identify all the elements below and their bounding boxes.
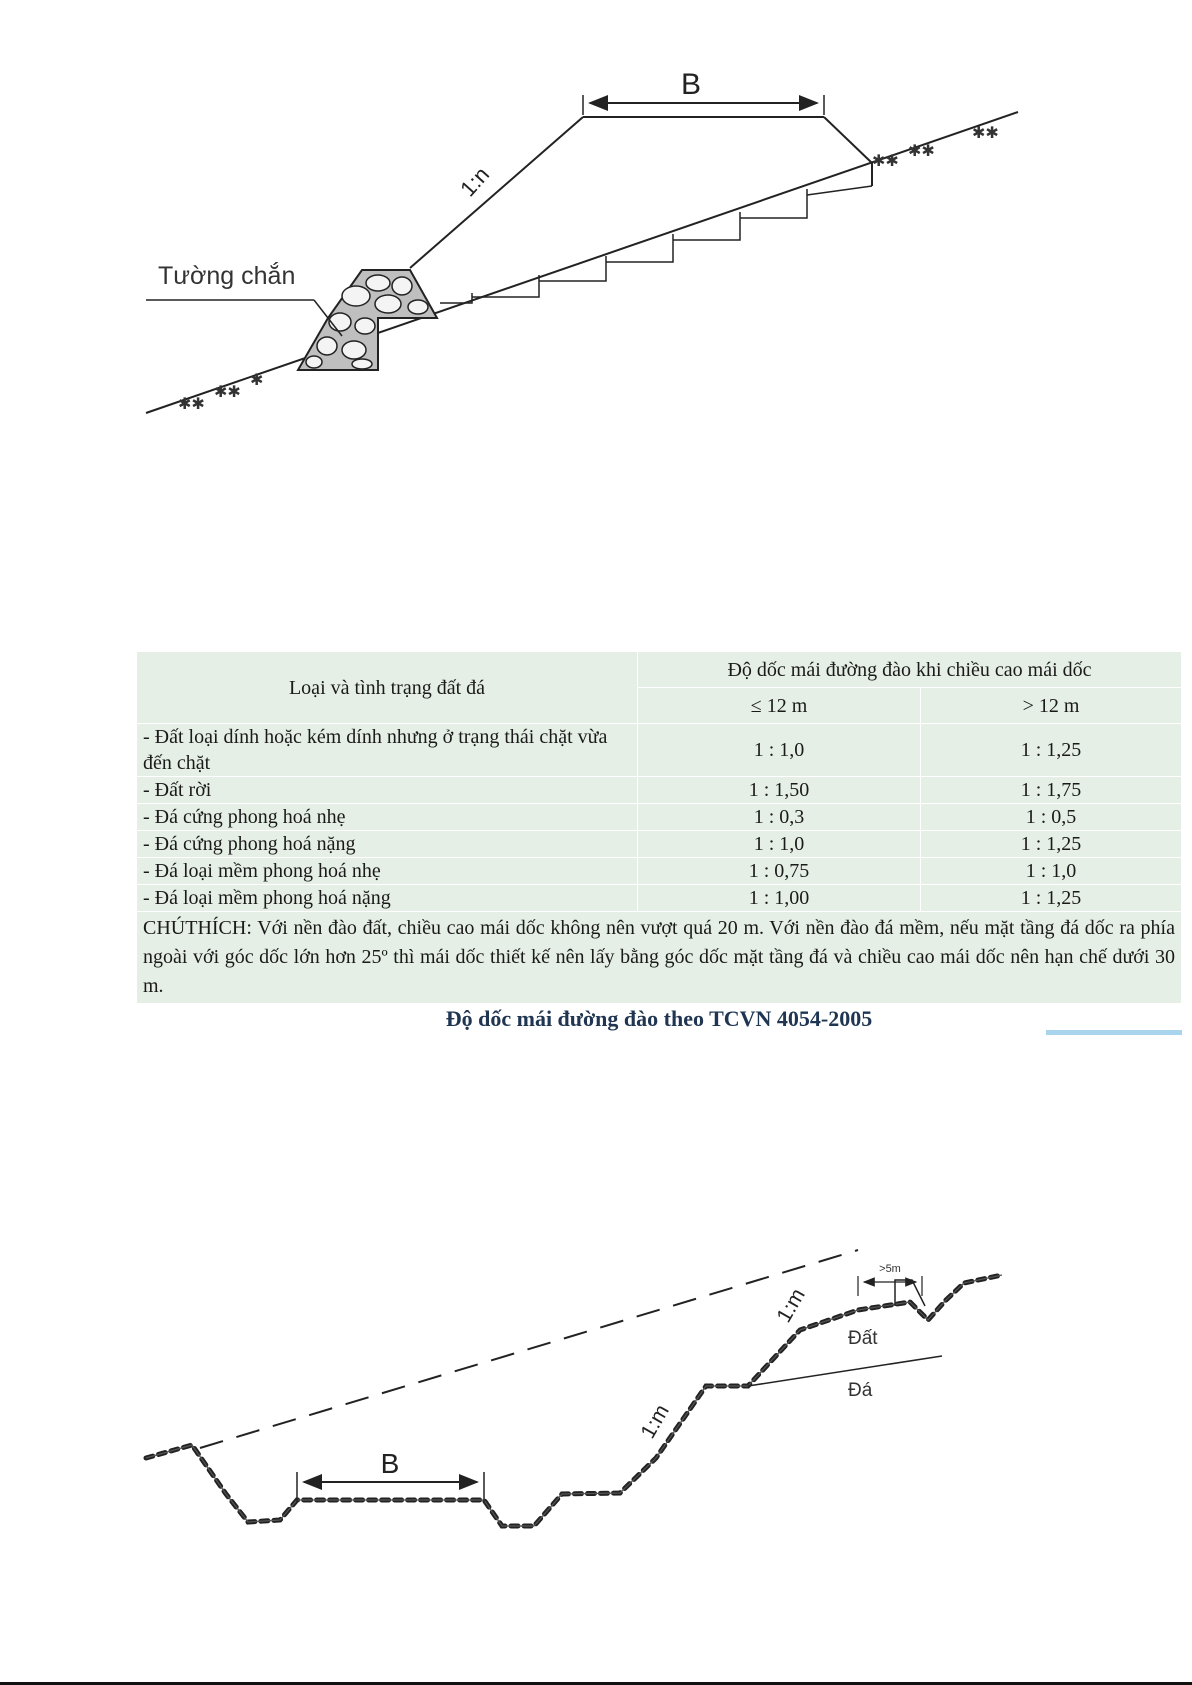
table-row: [137, 885, 1182, 912]
row-soil: - Đá loại mềm phong hoá nhẹ: [137, 858, 638, 885]
fig2-label-soil: Đất: [848, 1328, 878, 1349]
header-gt12: > 12 m: [921, 688, 1182, 724]
row-gt12: 1 : 1,25: [921, 831, 1182, 858]
svg-text:✱✱: ✱✱: [178, 396, 205, 413]
svg-text:✱✱: ✱✱: [214, 384, 241, 401]
table-caption: Độ dốc mái đường đào theo TCVN 4054-2005: [445, 1006, 873, 1031]
row-le12: 1 : 1,50: [638, 777, 921, 804]
row-gt12: 1 : 1,0: [921, 858, 1182, 885]
original-ground-dashed: [200, 1250, 858, 1448]
table-header-row: [137, 652, 1182, 688]
table-note: CHÚTHÍCH: Với nền đào đất, chiều cao mái dốc không nên vượt quá 20 m. Với nền đào đá mềm, nếu mặt tầng đá dốc ra phía ngoài với góc dốc lớn hơn 25º thì mái dốc thiết kế nên lấy bằng góc dốc mặt tầng đá và chiều cao mái dốc nên hạn chế dưới 30 m.: [137, 912, 1182, 1004]
table-row: [137, 724, 1182, 777]
row-gt12: 1 : 1,25: [921, 885, 1182, 912]
figure-retaining-wall: [0, 0, 1192, 440]
fig2-label-b: B: [380, 1448, 400, 1479]
fig1-label-b: B: [680, 68, 702, 101]
cut-profile: [146, 1275, 1002, 1526]
svg-text:✱✱: ✱✱: [972, 125, 999, 142]
row-soil: - Đất rời: [137, 777, 638, 804]
row-le12: 1 : 1,00: [638, 885, 921, 912]
svg-text:✱✱: ✱✱: [872, 153, 899, 170]
soil-rock-boundary: [748, 1356, 942, 1386]
fig2-label-rock: Đá: [848, 1380, 873, 1401]
fig1-label-wall: Tường chắn: [158, 262, 296, 290]
benches: [440, 186, 872, 303]
row-soil: - Đá cứng phong hoá nặng: [137, 831, 638, 858]
table-row: [137, 858, 1182, 885]
row-soil: - Đất loại dính hoặc kém dính nhưng ở trạng thái chặt vừa đến chặt: [137, 724, 638, 777]
header-slope: Độ dốc mái đường đào khi chiều cao mái dốc: [638, 652, 1182, 688]
row-gt12: 1 : 0,5: [921, 804, 1182, 831]
row-le12: 1 : 0,3: [638, 804, 921, 831]
row-soil: - Đá cứng phong hoá nhẹ: [137, 804, 638, 831]
fig2-label-slope-upper: 1:m: [772, 1284, 810, 1327]
header-le12: ≤ 12 m: [638, 688, 921, 724]
svg-text:✱✱: ✱✱: [908, 143, 935, 160]
row-gt12: 1 : 1,75: [921, 777, 1182, 804]
fig2-label-berm: >5m: [879, 1263, 901, 1275]
table-row: [137, 831, 1182, 858]
fig1-label-slope: 1:n: [455, 161, 495, 202]
table-row: [137, 777, 1182, 804]
fig2-label-slope-lower: 1:m: [636, 1400, 674, 1443]
header-soil-type: Loại và tình trạng đất đá: [137, 652, 638, 724]
row-gt12: 1 : 1,25: [921, 724, 1182, 777]
row-le12: 1 : 1,0: [638, 831, 921, 858]
row-le12: 1 : 0,75: [638, 858, 921, 885]
row-soil: - Đá loại mềm phong hoá nặng: [137, 885, 638, 912]
fill-slope-line: [410, 117, 583, 268]
table-row: [137, 804, 1182, 831]
figure-cut-slope: [0, 1160, 1192, 1560]
svg-text:✱: ✱: [250, 372, 264, 389]
slope-table: [136, 651, 1182, 1004]
row-le12: 1 : 1,0: [638, 724, 921, 777]
decorative-rule: [1046, 1030, 1182, 1035]
table-note-row: [137, 912, 1182, 1004]
